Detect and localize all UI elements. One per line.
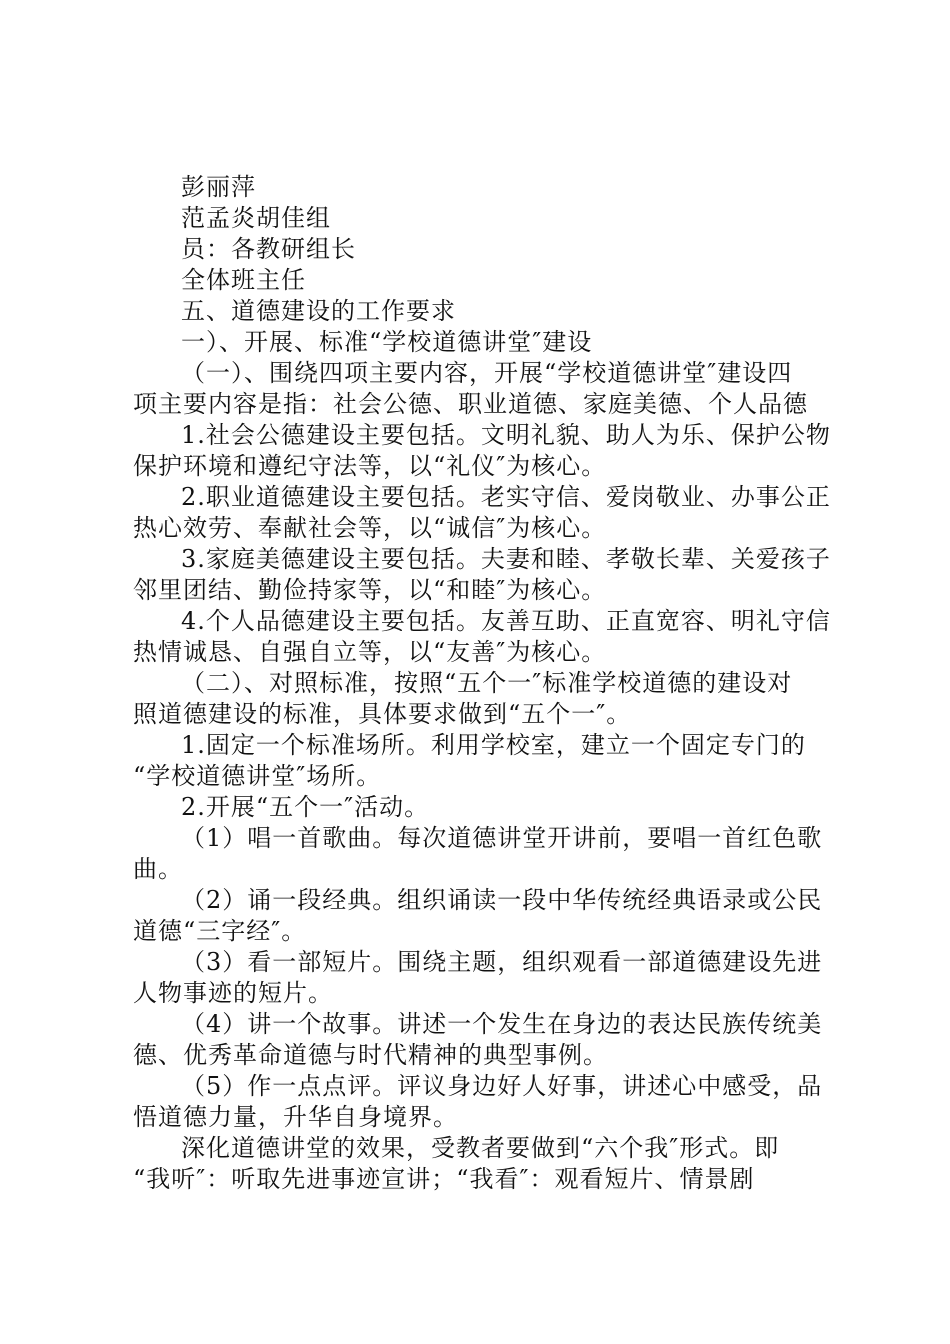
text-line: 邻里团结、勤俭持家等，以“和睦″为核心。 xyxy=(133,576,607,604)
text-line: 1.固定一个标准场所。利用学校室，建立一个固定专门的 xyxy=(181,731,806,759)
text-line: 4.个人品德建设主要包括。友善互助、正直宽容、明礼守信 xyxy=(181,607,831,635)
text-line: （一）、围绕四项主要内容，开展“学校道德讲堂″建设四 xyxy=(181,359,793,387)
text-line: 深化道德讲堂的效果，受教者要做到“六个我″形式。即 xyxy=(181,1134,780,1162)
text-line: 保护环境和遵纪守法等，以“礼仪″为核心。 xyxy=(133,452,607,480)
text-line: 人物事迹的短片。 xyxy=(133,979,333,1007)
text-line: 员：各教研组长 xyxy=(181,235,356,263)
text-line: 2.开展“五个一″活动。 xyxy=(181,793,430,821)
text-line: （2）诵一段经典。组织诵读一段中华传统经典语录或公民 xyxy=(181,886,823,914)
text-line: 全体班主任 xyxy=(181,266,306,294)
text-line: 照道德建设的标准，具体要求做到“五个一″。 xyxy=(133,700,632,728)
text-line: “我听″：听取先进事迹宣讲；“我看″：观看短片、情景剧 xyxy=(133,1165,755,1193)
text-line: 德、优秀革命道德与时代精神的典型事例。 xyxy=(133,1041,608,1069)
text-line: 1.社会公德建设主要包括。文明礼貌、助人为乐、保护公物 xyxy=(181,421,831,449)
text-line: 悟道德力量，升华自身境界。 xyxy=(133,1103,458,1131)
text-line: 彭丽萍 xyxy=(181,173,256,201)
text-line: 3.家庭美德建设主要包括。夫妻和睦、孝敬长辈、关爱孩子 xyxy=(181,545,831,573)
text-line: 2.职业道德建设主要包括。老实守信、爱岗敬业、办事公正 xyxy=(181,483,831,511)
text-line: 热心效劳、奉献社会等，以“诚信″为核心。 xyxy=(133,514,607,542)
text-line: 项主要内容是指：社会公德、职业道德、家庭美德、个人品德 xyxy=(133,390,808,418)
text-line: （5）作一点点评。评议身边好人好事，讲述心中感受，品 xyxy=(181,1072,823,1100)
text-line: （二）、对照标准，按照“五个一″标准学校道德的建设对 xyxy=(181,669,793,697)
document-body xyxy=(133,172,833,1195)
text-line: 道德“三字经″。 xyxy=(133,917,307,945)
text-line: “学校道德讲堂″场所。 xyxy=(133,762,382,790)
text-line: （4）讲一个故事。讲述一个发生在身边的表达民族传统美 xyxy=(181,1010,823,1038)
text-line: （3）看一部短片。围绕主题，组织观看一部道德建设先进 xyxy=(181,948,823,976)
text-line: 五、道德建设的工作要求 xyxy=(181,297,456,325)
text-line: 热情诚恳、自强自立等，以“友善″为核心。 xyxy=(133,638,607,666)
text-line: 曲。 xyxy=(133,855,183,883)
text-line: 范孟炎胡佳组 xyxy=(181,204,331,232)
text-line: 一）、开展、标准“学校道德讲堂″建设 xyxy=(181,328,593,356)
text-line: （1）唱一首歌曲。每次道德讲堂开讲前，要唱一首红色歌 xyxy=(181,824,823,852)
